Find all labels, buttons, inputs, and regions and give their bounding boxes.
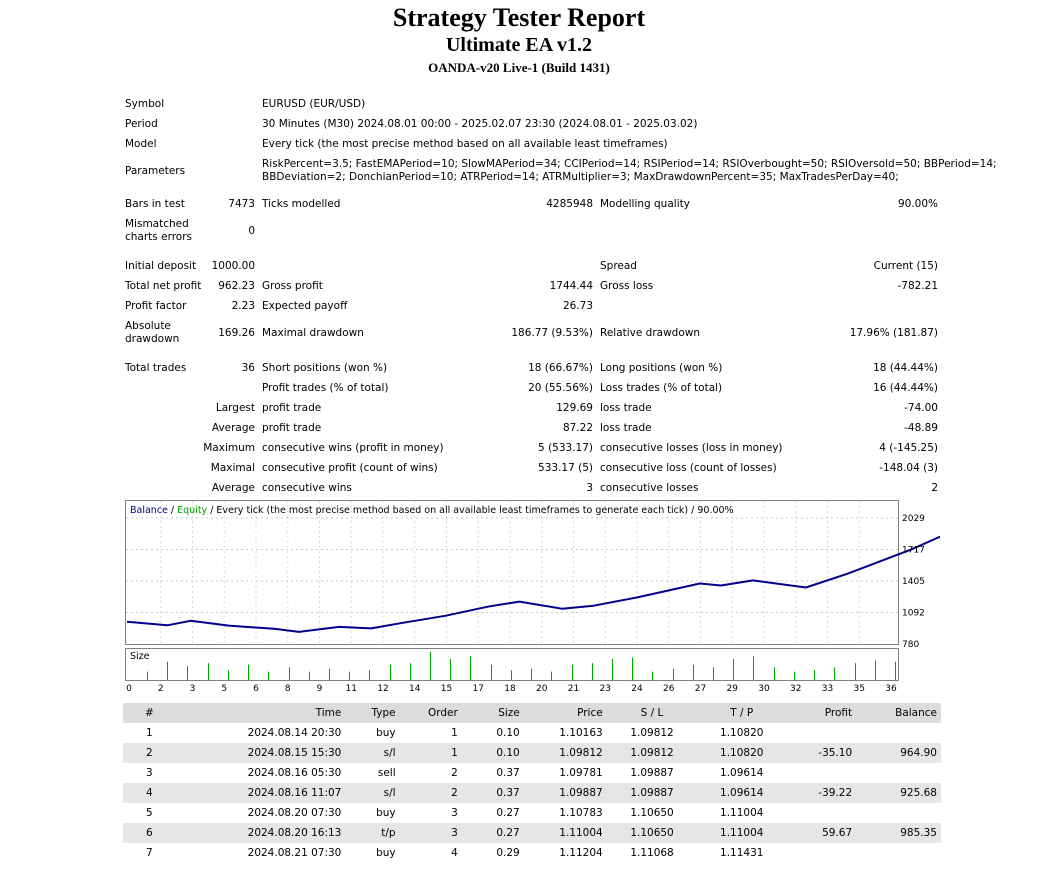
cell-price: 1.09812 <box>524 743 607 763</box>
maximal-label: Maximal <box>210 462 255 474</box>
cell-balance: 985.35 <box>856 823 941 843</box>
maximal-consecutive-loss-value: -148.04 (3) <box>879 462 938 474</box>
col-header-type: Type <box>345 703 399 723</box>
largest-profit-label: profit trade <box>262 402 322 414</box>
max-consecutive-wins-label: consecutive wins (profit in money) <box>262 442 444 454</box>
cell-balance: 925.68 <box>856 783 941 803</box>
parameters-line-1: RiskPercent=3.5; FastEMAPeriod=10; SlowMAPeriod=34; CCIPeriod=14; RSIPeriod=14; RSIOverbought=50; RSIOversold=50; BBPeriod=14; <box>262 158 997 170</box>
col-header-sl: S / L <box>607 703 698 723</box>
cell-type: buy <box>376 807 396 819</box>
size-label: Size <box>130 651 150 662</box>
period-value: 30 Minutes (M30) 2024.08.01 00:00 - 2025.02.07 23:30 (2024.08.01 - 2025.03.02) <box>262 118 698 130</box>
deposit-value: 1000.00 <box>211 260 255 272</box>
quality-label: Modelling quality <box>600 198 690 210</box>
cell-time: 2024.08.15 15:30 <box>176 743 346 763</box>
x-tick-label: 6 <box>253 684 259 694</box>
server-build: OANDA-v20 Live-1 (Build 1431) <box>428 60 610 75</box>
loss-trades-label: Loss trades (% of total) <box>600 382 723 394</box>
legend-separator: / <box>167 505 178 516</box>
average-profit-label: profit trade <box>262 422 322 434</box>
cell-price: 1.11204 <box>559 847 603 859</box>
chart-legend <box>130 505 734 516</box>
average-consecutive-losses-value: 2 <box>931 482 938 494</box>
cell-type: buy <box>376 847 396 859</box>
largest-loss-label: loss trade <box>600 402 652 414</box>
average-loss-label: loss trade <box>600 422 652 434</box>
maximal-consecutive-profit-label: consecutive profit (count of wins) <box>262 462 438 474</box>
cell-time: 2024.08.20 16:13 <box>176 823 346 843</box>
x-tick-label: 36 <box>885 684 897 694</box>
y-tick-label: 1092 <box>902 608 925 619</box>
maximal-consecutive-profit-value: 533.17 (5) <box>538 462 593 474</box>
average-consecutive-wins-label: consecutive wins <box>262 482 352 494</box>
x-tick-label: 15 <box>440 684 453 694</box>
mismatched-value: 0 <box>248 225 255 237</box>
expected-payoff-value: 26.73 <box>562 300 593 312</box>
parameters-label: Parameters <box>125 165 186 177</box>
ticks-label: Ticks modelled <box>262 198 341 210</box>
gross-loss-label: Gross loss <box>600 280 654 292</box>
bars-value: 7473 <box>228 198 255 210</box>
average-profit-value: 87.22 <box>562 422 593 434</box>
cell-price: 1.10163 <box>559 727 603 739</box>
x-tick-label: 20 <box>536 684 548 694</box>
cell-order: 1 <box>400 743 462 763</box>
cell-balance: 964.90 <box>856 743 941 763</box>
cell-price: 1.11004 <box>524 823 607 843</box>
cell-sl: 1.10650 <box>607 823 698 843</box>
y-tick-label: 1717 <box>902 545 925 556</box>
cell-tp: 1.11431 <box>720 847 764 859</box>
x-tick-label: 2 <box>157 684 164 694</box>
x-tick-label: 30 <box>758 684 770 694</box>
x-tick-label: 12 <box>377 684 389 694</box>
cell-number: 7 <box>146 847 153 859</box>
cell-size: 0.29 <box>496 847 520 859</box>
cell-order: 4 <box>451 847 458 859</box>
total-trades-value: 36 <box>241 362 255 374</box>
cell-number: 5 <box>146 807 153 819</box>
total-trades-label: Total trades <box>125 362 187 374</box>
cell-size: 0.27 <box>462 823 524 843</box>
cell-order: 3 <box>400 823 462 843</box>
table-row <box>123 743 941 763</box>
y-tick-label: 2029 <box>902 514 925 524</box>
model-label: Model <box>125 138 157 150</box>
x-tick-label: 5 <box>221 684 228 694</box>
cell-price: 1.09781 <box>559 767 603 779</box>
cell-profit <box>786 723 856 743</box>
x-tick-label: 33 <box>821 684 834 694</box>
cell-order: 2 <box>451 767 458 779</box>
deposit-label: Initial deposit <box>125 260 197 272</box>
table-row <box>123 723 941 743</box>
cell-tp: 1.10820 <box>720 727 764 739</box>
cell-time: 2024.08.16 11:07 <box>176 783 346 803</box>
cell-time: 2024.08.20 07:30 <box>247 807 342 819</box>
cell-type: sell <box>377 767 396 779</box>
symbol-label: Symbol <box>125 98 165 110</box>
loss-trades-value: 16 (44.44%) <box>873 382 938 394</box>
cell-sl: 1.09887 <box>607 783 698 803</box>
spread-label: Spread <box>600 260 637 272</box>
max-consecutive-losses-label: consecutive losses (loss in money) <box>600 442 783 454</box>
cell-balance <box>856 803 941 823</box>
cell-sl: 1.11068 <box>630 847 674 859</box>
gross-profit-label: Gross profit <box>262 280 323 292</box>
model-value: Every tick (the most precise method based on all available least timeframes) <box>262 138 668 150</box>
cell-order: 2 <box>400 783 462 803</box>
cell-sl: 1.09812 <box>630 727 674 739</box>
cell-order: 3 <box>451 807 458 819</box>
x-tick-label: 14 <box>409 684 421 694</box>
x-tick-label: 32 <box>790 684 802 694</box>
cell-tp: 1.09614 <box>697 783 786 803</box>
x-tick-label: 18 <box>504 684 516 694</box>
table-row <box>123 763 941 783</box>
x-tick-label: 9 <box>316 684 323 694</box>
cell-balance <box>856 763 941 783</box>
cell-type: s/l <box>345 783 399 803</box>
largest-profit-value: 129.69 <box>556 402 593 414</box>
col-header-time: Time <box>176 703 346 723</box>
x-axis-ticks <box>126 684 897 694</box>
x-tick-label: 35 <box>853 684 865 694</box>
trades-table <box>123 703 941 863</box>
x-tick-label: 23 <box>599 684 611 694</box>
cell-balance <box>856 843 941 863</box>
maximal-consecutive-loss-label: consecutive loss (count of losses) <box>600 462 777 474</box>
cell-number: 2 <box>123 743 176 763</box>
cell-price: 1.10783 <box>559 807 603 819</box>
average-label: Average <box>211 422 255 434</box>
table-row <box>123 843 941 863</box>
x-tick-label: 0 <box>126 684 132 694</box>
cell-tp: 1.09614 <box>720 767 764 779</box>
cell-time: 2024.08.16 05:30 <box>247 767 342 779</box>
col-header-size: Size <box>462 703 524 723</box>
average-loss-value: -48.89 <box>904 422 938 434</box>
cell-balance <box>856 723 941 743</box>
x-tick-label: 27 <box>694 684 707 694</box>
x-tick-label: 24 <box>631 684 643 694</box>
y-axis-ticks <box>902 514 925 650</box>
cell-time: 2024.08.21 07:30 <box>247 847 342 859</box>
table-row <box>123 803 941 823</box>
cell-number: 6 <box>123 823 176 843</box>
mismatched-label: Mismatched charts errors <box>125 218 192 243</box>
parameters-line-2: BBDeviation=2; DonchianPeriod=10; ATRPeriod=14; ATRMultiplier=3; MaxDrawdownPercent=35; MaxTradesPerDay=40; <box>262 171 899 183</box>
cell-tp: 1.11004 <box>697 823 786 843</box>
x-tick-label: 21 <box>567 684 580 694</box>
x-tick-label: 8 <box>284 684 291 694</box>
cell-size: 0.10 <box>496 727 520 739</box>
average-consecutive-wins-value: 3 <box>586 482 593 494</box>
max-consecutive-wins-value: 5 (533.17) <box>538 442 593 454</box>
x-tick-label: 11 <box>345 684 357 694</box>
short-positions-label: Short positions (won %) <box>262 362 388 374</box>
col-header-price: Price <box>524 703 607 723</box>
cell-profit <box>786 843 856 863</box>
cell-size: 0.37 <box>462 783 524 803</box>
cell-profit: -39.22 <box>786 783 856 803</box>
cell-size: 0.27 <box>496 807 520 819</box>
bars-label: Bars in test <box>125 198 185 210</box>
maximal-drawdown-label: Maximal drawdown <box>262 327 364 339</box>
legend-equity: Equity <box>177 505 208 516</box>
ea-name: Ultimate EA v1.2 <box>445 34 593 56</box>
relative-drawdown-label: Relative drawdown <box>600 327 701 339</box>
report-title: Strategy Tester Report <box>392 3 646 32</box>
x-tick-label: 3 <box>189 684 196 694</box>
y-tick-label: 780 <box>902 640 920 650</box>
net-profit-label: Total net profit <box>125 280 202 292</box>
max-consecutive-losses-value: 4 (-145.25) <box>879 442 938 454</box>
cell-type: s/l <box>345 743 399 763</box>
cell-type: t/p <box>345 823 399 843</box>
maximum-label: Maximum <box>203 442 255 454</box>
cell-sl: 1.09887 <box>630 767 674 779</box>
profit-factor-value: 2.23 <box>231 300 255 312</box>
cell-profit <box>786 763 856 783</box>
cell-number: 1 <box>146 727 153 739</box>
gross-loss-value: -782.21 <box>897 280 938 292</box>
cell-number: 4 <box>123 783 176 803</box>
largest-label: Largest <box>215 402 255 414</box>
table-row <box>123 783 941 803</box>
cell-number: 3 <box>146 767 153 779</box>
long-positions-value: 18 (44.44%) <box>873 362 938 374</box>
cell-time: 2024.08.14 20:30 <box>247 727 342 739</box>
col-header-balance: Balance <box>856 703 941 723</box>
relative-drawdown-value: 17.96% (181.87) <box>849 327 938 339</box>
period-label: Period <box>125 118 158 130</box>
quality-value: 90.00% <box>897 198 938 210</box>
x-tick-label: 29 <box>726 684 738 694</box>
spread-value: Current (15) <box>873 260 938 272</box>
cell-profit <box>786 803 856 823</box>
x-tick-label: 17 <box>472 684 484 694</box>
average-consecutive-label: Average <box>211 482 255 494</box>
average-consecutive-losses-label: consecutive losses <box>600 482 699 494</box>
cell-size: 0.37 <box>496 767 520 779</box>
cell-sl: 1.09812 <box>607 743 698 763</box>
maximal-drawdown-value: 186.77 (9.53%) <box>511 327 593 339</box>
profit-trades-value: 20 (55.56%) <box>528 382 593 394</box>
cell-size: 0.10 <box>462 743 524 763</box>
col-header-number: # <box>123 703 176 723</box>
largest-loss-value: -74.00 <box>904 402 938 414</box>
profit-factor-label: Profit factor <box>125 300 187 312</box>
ticks-value: 4285948 <box>546 198 593 210</box>
table-header-row <box>123 703 941 723</box>
absolute-drawdown-label: Absolute drawdown <box>125 320 180 345</box>
cell-sl: 1.10650 <box>630 807 674 819</box>
balance-equity-chart <box>125 500 940 695</box>
cell-tp: 1.11004 <box>720 807 764 819</box>
cell-price: 1.09887 <box>524 783 607 803</box>
legend-balance: Balance <box>130 505 168 516</box>
cell-tp: 1.10820 <box>697 743 786 763</box>
gross-profit-value: 1744.44 <box>549 280 593 292</box>
cell-type: buy <box>376 727 396 739</box>
cell-profit: 59.67 <box>786 823 856 843</box>
col-header-tp: T / P <box>697 703 786 723</box>
col-header-profit: Profit <box>786 703 856 723</box>
table-row <box>123 823 941 843</box>
col-header-order: Order <box>400 703 462 723</box>
y-tick-label: 1405 <box>902 577 925 587</box>
long-positions-label: Long positions (won %) <box>600 362 723 374</box>
legend-description: / Every tick (the most precise method based on all available least timeframes to generate each tick) / 90.00% <box>207 505 734 516</box>
cell-profit: -35.10 <box>786 743 856 763</box>
cell-order: 1 <box>451 727 458 739</box>
symbol-value: EURUSD (EUR/USD) <box>262 98 366 110</box>
x-tick-label: 26 <box>663 684 675 694</box>
main-plot-frame <box>126 501 899 645</box>
profit-trades-label: Profit trades (% of total) <box>262 382 389 394</box>
short-positions-value: 18 (66.67%) <box>528 362 593 374</box>
expected-payoff-label: Expected payoff <box>262 300 348 312</box>
net-profit-value: 962.23 <box>218 280 255 292</box>
absolute-drawdown-value: 169.26 <box>218 327 255 339</box>
